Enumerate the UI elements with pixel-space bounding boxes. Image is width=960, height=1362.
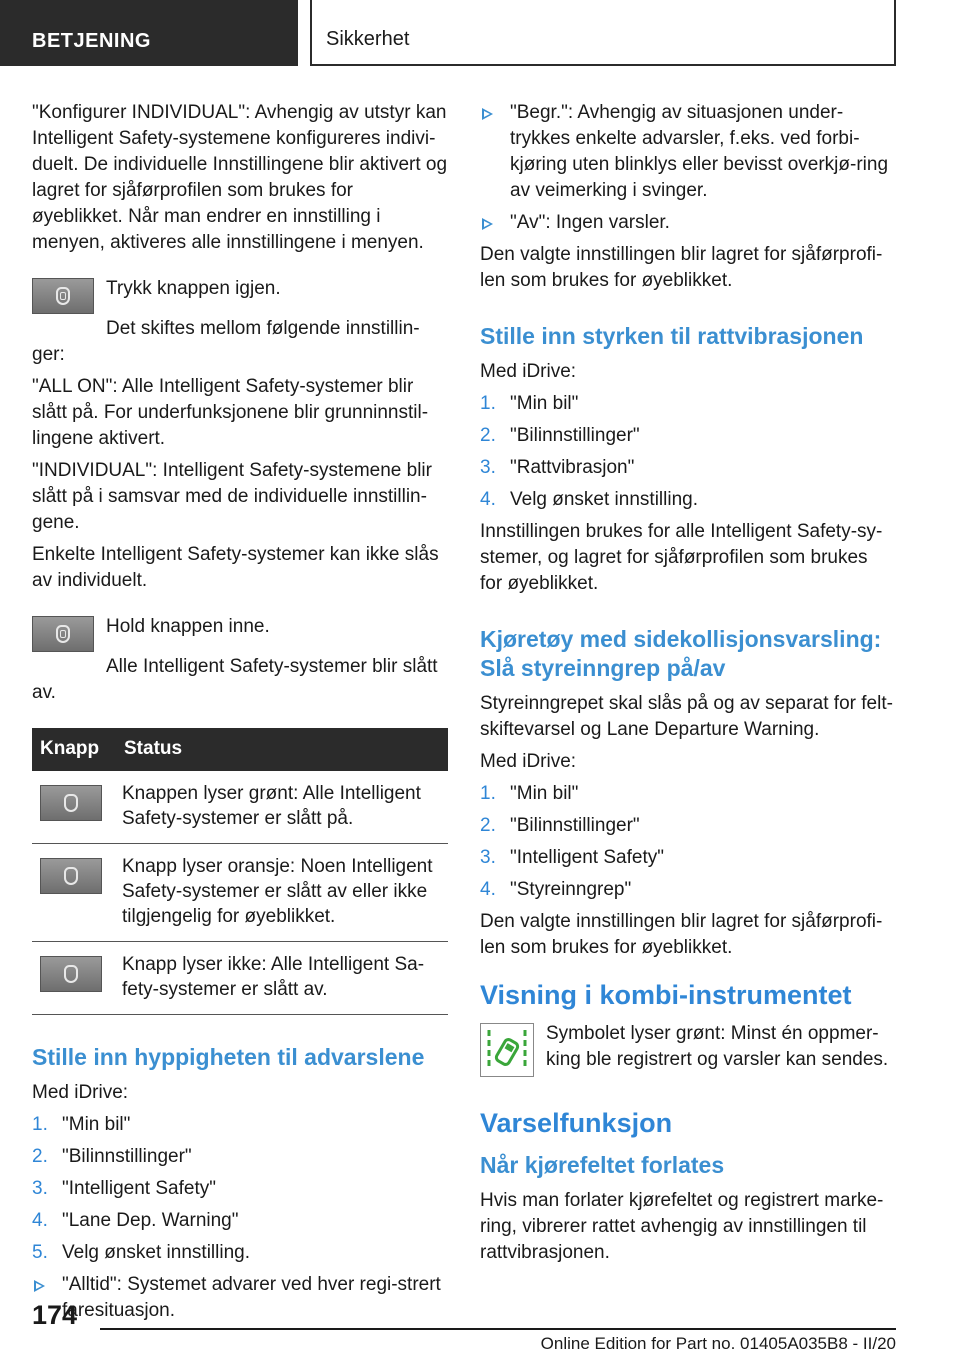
list-item: "Begr.": Avhengig av situasjonen under-trykkes enkelte advarsler, f.eks. ved forbi-kjøring uten blinklys eller bevisst overkjø-ring av veimerking i svinger. [480,100,894,204]
left-column [32,100,448,1330]
status-table [32,728,448,1015]
frequency-idrive: Med iDrive: [32,1082,129,1103]
button-orange-icon [40,858,102,894]
safety-button-icon [32,616,94,652]
status-cell: Knapp lyser ikke: Alle Intelligent Sa-fety-systemer er slått av. [116,942,448,1015]
frequency-steps [32,1112,448,1266]
cannot-off-paragraph: Enkelte Intelligent Safety-systemer kan ikke slås av individuelt. [32,544,439,591]
page-number: 174 [32,1300,78,1330]
list-item: "Av": Ingen varsler. [480,210,894,236]
safety-button-icon [32,278,94,314]
vibration-steps [480,391,894,513]
all-on-paragraph: "ALL ON": Alle Intelligent Safety-systemer blir slått på. For underfunksjonene blir grunninnstil-lingene aktivert. [32,376,429,449]
hold-text: Hold knappen inne. [106,616,270,637]
hold-block [32,614,448,654]
side-collision-heading: Kjøretøy med sidekollisjonsvarsling: Slå styreinngrep på/av [480,626,882,681]
triangle-bullet-icon [482,108,493,120]
list-item: 4. "Styreinngrep" [480,879,632,900]
saved-note: Den valgte innstillingen blir lagret for sjåførprofi-len som brukes for øyeblikket. [480,244,883,291]
frequency-options-continued [480,100,894,236]
all-off-text: Alle Intelligent Safety-systemer blir slått av. [32,656,438,703]
list-item: 2. "Bilinnstillinger" [32,1146,192,1167]
vibration-note: Innstillingen brukes for alle Intelligent Safety-sy-stemer, og lagret for sjåførprofilen som brukes for øyeblikket. [480,521,883,594]
list-item: 1. "Min bil" [480,393,579,414]
status-cell: Knappen lyser grønt: Alle Intelligent Safety-systemer er slått på. [116,771,448,844]
page-header [0,0,960,66]
lane-leave-text: Hvis man forlater kjørefeltet og registrert marke-ring, vibrerer rattet avhengig av innstillingen til rattvibrasjonen. [480,1190,884,1263]
saved-note: Den valgte innstillingen blir lagret for sjåførprofi-len som brukes for øyeblikket. [480,911,883,958]
table-header-knapp: Knapp [32,728,116,771]
individual-config-paragraph: "Konfigurer INDIVIDUAL": Avhengig av utstyr kan Intelligent Safety-systemene konfigureres indivi-duelt. De individuelle Innstillingene blir aktivert og lagret for sjåførprofilen som brukes for øyeblikket. Når man endrer en innstilling i menyen, aktiveres alle innstillingene i menyen. [32,102,448,253]
triangle-bullet-icon [482,218,493,230]
edition-text: Online Edition for Part no. 01405A035B8 - II/20 [540,1334,896,1353]
list-item: 4. Velg ønsket innstilling. [480,489,698,510]
toggle-text: Det skiftes mellom følgende innstillin-ger: [32,318,420,365]
right-column [480,100,894,1272]
table-row [32,844,448,942]
table-header-status: Status [116,728,448,771]
lane-departure-icon [480,1023,534,1077]
side-collision-steps [480,781,894,903]
lane-leave-heading: Når kjørefeltet forlates [480,1152,725,1178]
kombi-block [480,1021,894,1077]
frequency-heading: Stille inn hyppigheten til advarslene [32,1044,425,1070]
warning-function-heading: Varselfunksjon [480,1108,673,1138]
status-cell: Knapp lyser oransje: Noen Intelligent Safety-systemer er slått av eller ikke tilgjengelig for øyeblikket. [116,844,448,942]
press-again-text: Trykk knappen igjen. [106,278,281,299]
press-again-block [32,276,448,316]
list-item: 3. "Rattvibrasjon" [480,457,635,478]
list-item: 2. "Bilinnstillinger" [480,815,640,836]
list-item: 3. "Intelligent Safety" [32,1178,216,1199]
vibration-idrive: Med iDrive: [480,361,577,382]
list-item: "Alltid": Systemet advarer ved hver regi-strert faresituasjon. [32,1272,448,1324]
list-item: 1. "Min bil" [32,1114,131,1135]
vibration-heading: Stille inn styrken til rattvibrasjonen [480,323,864,349]
page-footer [0,1290,960,1362]
footer-rule [100,1328,896,1330]
list-item: 5. Velg ønsket innstilling. [32,1242,250,1263]
list-item: 4. "Lane Dep. Warning" [32,1210,239,1231]
list-item: 3. "Intelligent Safety" [480,847,664,868]
chapter-tab: Sikkerhet [310,0,896,66]
table-row [32,771,448,844]
table-row [32,942,448,1015]
individual-paragraph: "INDIVIDUAL": Intelligent Safety-systemene blir slått på i samsvar med de individuelle innstillin-gene. [32,460,432,533]
button-off-icon [40,956,102,992]
list-item: 2. "Bilinnstillinger" [480,425,640,446]
button-green-icon [40,785,102,821]
list-item: 1. "Min bil" [480,783,579,804]
kombi-heading: Visning i kombi-instrumentet [480,980,852,1010]
section-tab: BETJENING [0,0,298,66]
side-collision-idrive: Med iDrive: [480,751,577,772]
kombi-text: Symbolet lyser grønt: Minst én oppmer-king ble registrert og varsler kan sendes. [546,1023,889,1070]
side-collision-text: Styreinngrepet skal slås på og av separat for felt-skiftevarsel og Lane Departure Warning. [480,693,893,740]
